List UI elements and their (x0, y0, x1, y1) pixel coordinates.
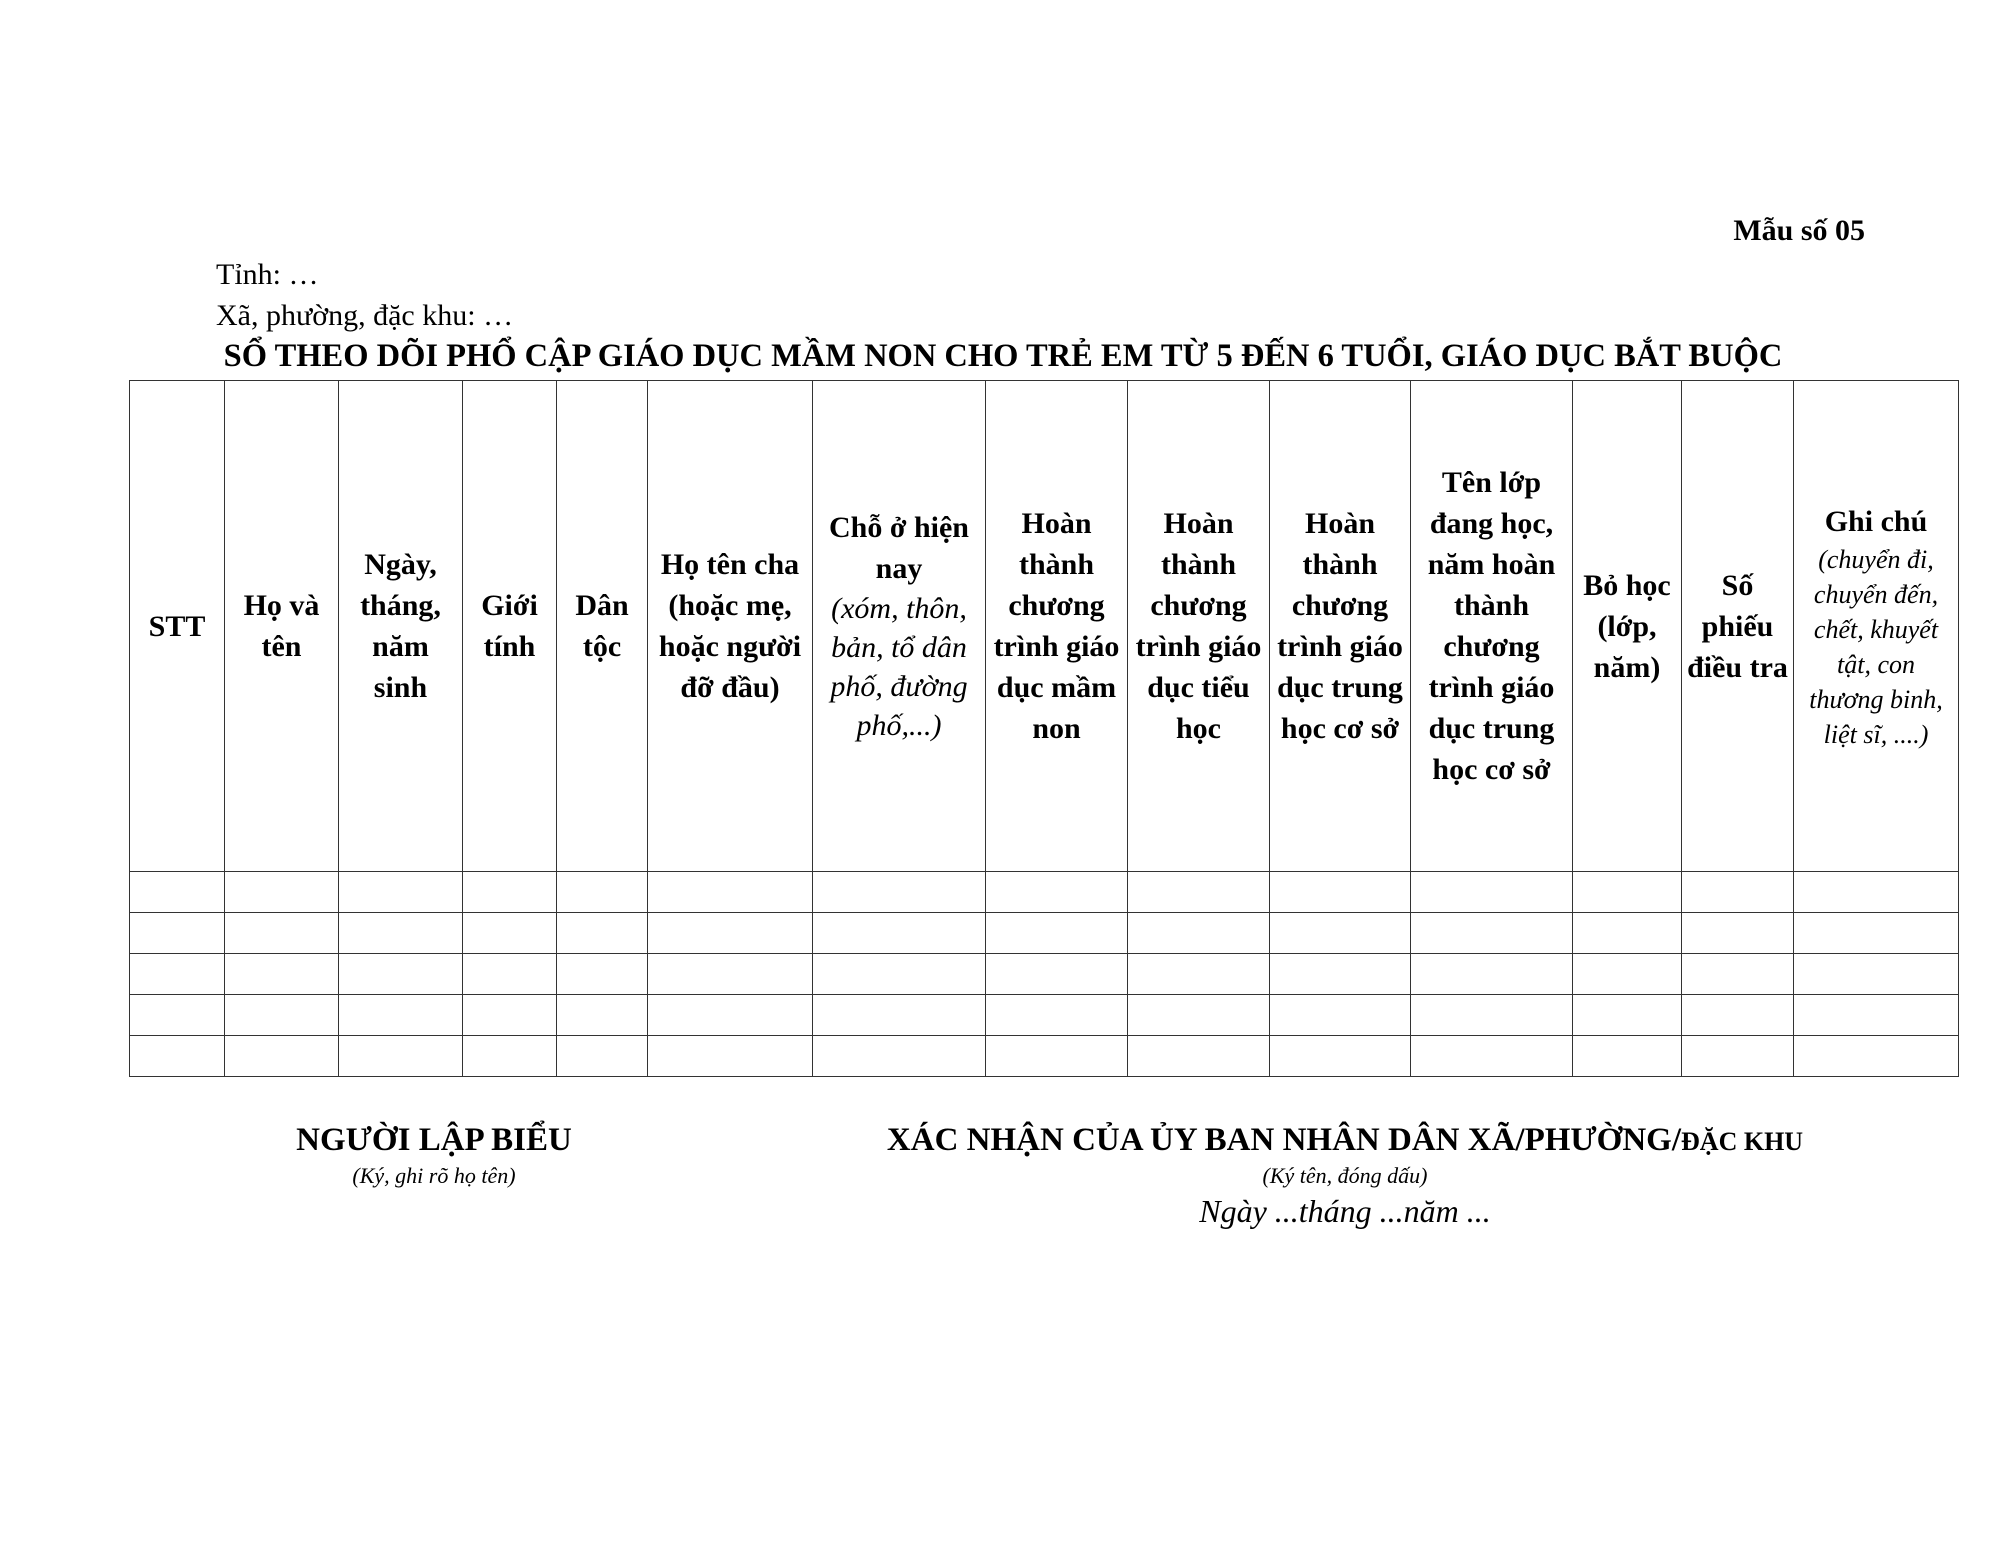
header-notes (1794, 381, 1959, 872)
commune-line: Xã, phường, đặc khu: … (216, 299, 514, 332)
table-cell[interactable] (813, 913, 986, 954)
table-row (130, 1036, 1959, 1077)
table-cell[interactable] (1794, 872, 1959, 913)
table-cell[interactable] (225, 913, 339, 954)
table-cell[interactable] (1573, 872, 1682, 913)
table-cell[interactable] (1573, 954, 1682, 995)
table-cell[interactable] (986, 954, 1128, 995)
table-cell[interactable] (557, 1036, 648, 1077)
table-cell[interactable] (339, 1036, 463, 1077)
table-cell[interactable] (463, 1036, 557, 1077)
confirmation-title-tail: ĐẶC KHU (1681, 1127, 1804, 1156)
table-cell[interactable] (1682, 995, 1794, 1036)
table-cell[interactable] (1270, 1036, 1411, 1077)
table-cell[interactable] (648, 954, 813, 995)
table-cell[interactable] (1270, 872, 1411, 913)
table-cell[interactable] (1411, 954, 1573, 995)
table-cell[interactable] (339, 913, 463, 954)
table-cell[interactable] (1128, 995, 1270, 1036)
table-cell[interactable] (813, 995, 986, 1036)
header-primary: Hoàn thành chương trình giáo dục tiểu học (1128, 381, 1270, 872)
table-cell[interactable] (986, 1036, 1128, 1077)
table-cell[interactable] (339, 872, 463, 913)
confirmation-hint: (Ký tên, đóng dấu) (1262, 1163, 1428, 1188)
table-cell[interactable] (1794, 1036, 1959, 1077)
header-ethnicity: Dân tộc (557, 381, 648, 872)
header-notes-label: Ghi chú (1824, 504, 1928, 538)
table-cell[interactable] (986, 913, 1128, 954)
form-number: Mẫu số 05 (1733, 214, 1865, 247)
header-preschool: Hoàn thành chương trình giáo dục mầm non (986, 381, 1128, 872)
table-cell[interactable] (1411, 995, 1573, 1036)
table-cell[interactable] (1128, 1036, 1270, 1077)
table-cell[interactable] (225, 872, 339, 913)
table-row (130, 913, 1959, 954)
table-cell[interactable] (1573, 913, 1682, 954)
header-dob: Ngày, tháng, năm sinh (339, 381, 463, 872)
confirmation-date: Ngày ...tháng ...năm ... (1199, 1193, 1491, 1229)
table-cell[interactable] (986, 872, 1128, 913)
table-cell[interactable] (463, 954, 557, 995)
table-cell[interactable] (225, 1036, 339, 1077)
header-survey-number: Số phiếu điều tra (1682, 381, 1794, 872)
header-dropout: Bỏ học (lớp, năm) (1573, 381, 1682, 872)
table-cell[interactable] (557, 954, 648, 995)
table-cell[interactable] (986, 995, 1128, 1036)
table-cell[interactable] (1682, 872, 1794, 913)
table-row (130, 954, 1959, 995)
table-row (130, 872, 1959, 913)
table-cell[interactable] (1411, 913, 1573, 954)
table-cell[interactable] (1270, 913, 1411, 954)
table-cell[interactable] (1573, 995, 1682, 1036)
table-cell[interactable] (1411, 1036, 1573, 1077)
table-cell[interactable] (1270, 995, 1411, 1036)
table-cell[interactable] (1682, 913, 1794, 954)
table-cell[interactable] (339, 954, 463, 995)
table-cell[interactable] (1794, 913, 1959, 954)
table-cell[interactable] (1128, 872, 1270, 913)
table-cell[interactable] (463, 913, 557, 954)
table-cell[interactable] (463, 995, 557, 1036)
table-cell[interactable] (1682, 1036, 1794, 1077)
table-body (130, 872, 1959, 1077)
confirmation-title (820, 1122, 1870, 1159)
table-cell[interactable] (225, 954, 339, 995)
table-cell[interactable] (557, 995, 648, 1036)
table-cell[interactable] (1270, 954, 1411, 995)
table-cell[interactable] (339, 995, 463, 1036)
table-cell[interactable] (557, 913, 648, 954)
header-lower-secondary: Hoàn thành chương trình giáo dục trung học cơ sở (1270, 381, 1411, 872)
table-cell[interactable] (463, 872, 557, 913)
preparer-hint: (Ký, ghi rõ họ tên) (352, 1163, 516, 1188)
header-residence (813, 381, 986, 872)
header-gender: Giới tính (463, 381, 557, 872)
preparer-signature-block (234, 1122, 634, 1189)
header-residence-note: (xóm, thôn, bản, tổ dân phố, đường phố,...) (830, 592, 968, 742)
table-cell[interactable] (813, 872, 986, 913)
table-cell[interactable] (1128, 954, 1270, 995)
province-line: Tỉnh: … (216, 258, 319, 291)
header-parent: Họ tên cha (hoặc mẹ, hoặc người đỡ đầu) (648, 381, 813, 872)
table-cell[interactable] (1573, 1036, 1682, 1077)
document-title: SỔ THEO DÕI PHỔ CẬP GIÁO DỤC MẦM NON CHO TRẺ EM TỪ 5 ĐẾN 6 TUỔI, GIÁO DỤC BẮT BUỘC (223, 338, 1783, 374)
header-residence-label: Chỗ ở hiện nay (829, 511, 969, 585)
table-cell[interactable] (648, 913, 813, 954)
header-name: Họ và tên (225, 381, 339, 872)
table-cell[interactable] (130, 995, 225, 1036)
confirmation-signature-block (820, 1122, 1870, 1230)
table-cell[interactable] (1411, 872, 1573, 913)
table-cell[interactable] (648, 995, 813, 1036)
table-cell[interactable] (813, 1036, 986, 1077)
table-cell[interactable] (130, 1036, 225, 1077)
header-notes-detail: (chuyển đi, chuyển đến, chết, khuyết tật, con thương binh, liệt sĩ, ....) (1809, 544, 1943, 749)
table-cell[interactable] (648, 872, 813, 913)
register-table (129, 380, 1959, 1077)
confirmation-title-main: XÁC NHẬN CỦA ỦY BAN NHÂN DÂN XÃ/PHƯỜNG/ (886, 1122, 1682, 1158)
header-current-class: Tên lớp đang học, năm hoàn thành chương trình giáo dục trung học cơ sở (1411, 381, 1573, 872)
table-cell[interactable] (648, 1036, 813, 1077)
header-stt: STT (130, 381, 225, 872)
table-cell[interactable] (225, 995, 339, 1036)
table-cell[interactable] (813, 954, 986, 995)
table-row (130, 995, 1959, 1036)
preparer-title: NGƯỜI LẬP BIỂU (296, 1122, 572, 1158)
table-cell[interactable] (1682, 954, 1794, 995)
table-cell[interactable] (1128, 913, 1270, 954)
table-cell[interactable] (1794, 954, 1959, 995)
table-cell[interactable] (130, 913, 225, 954)
table-cell[interactable] (557, 872, 648, 913)
table-cell[interactable] (130, 872, 225, 913)
table-header-row (130, 381, 1959, 872)
table-cell[interactable] (130, 954, 225, 995)
table-cell[interactable] (1794, 995, 1959, 1036)
